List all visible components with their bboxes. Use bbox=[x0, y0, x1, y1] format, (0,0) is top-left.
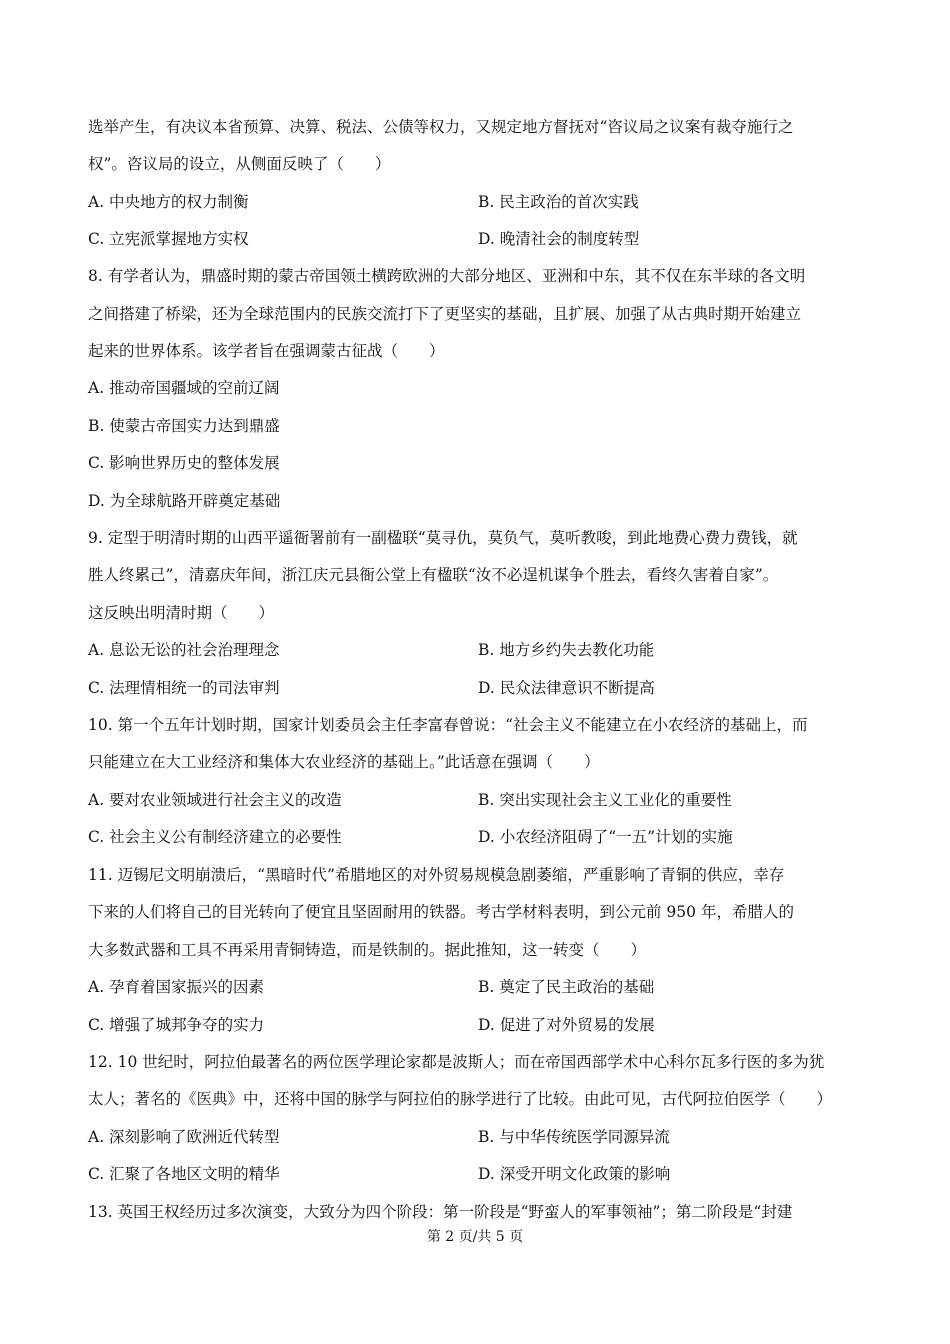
question-9-option-c: C. 法理情相统一的司法审判 bbox=[88, 679, 280, 697]
question-8-option-d: D. 为全球航路开辟奠定基础 bbox=[88, 492, 281, 510]
question-9-text-line: 胜人终累己”，清嘉庆年间，浙江庆元县衙公堂上有楹联“汝不必逞机谋争个胜去，看终久害着自家”。 bbox=[88, 566, 779, 584]
question-12-text-line: 12. 10 世纪时，阿拉伯最著名的两位医学理论家都是波斯人；而在帝国西部学术中心科尔瓦多行医的多为犹 bbox=[88, 1053, 825, 1071]
question-11-text-line: 大多数武器和工具不再采用青铜铸造，而是铁制的。据此推知，这一转变（ ） bbox=[88, 941, 647, 959]
question-10-option-b: B. 突出实现社会主义工业化的重要性 bbox=[478, 791, 732, 809]
question-9-text-line: 这反映出明清时期（ ） bbox=[88, 604, 275, 622]
question-10-text-line: 10. 第一个五年计划时期，国家计划委员会主任李富春曾说：“社会主义不能建立在小农经济的基础上，而 bbox=[88, 716, 808, 734]
question-13-text-line: 13. 英国王权经历过多次演变，大致分为四个阶段：第一阶段是“野蛮人的军事领袖”；第二阶段是“封建 bbox=[88, 1203, 793, 1221]
question-9-option-d: D. 民众法律意识不断提高 bbox=[478, 679, 655, 697]
question-10-option-a: A. 要对农业领域进行社会主义的改造 bbox=[88, 791, 342, 809]
question-7-option-d: D. 晚清社会的制度转型 bbox=[478, 230, 640, 248]
page-number: 第 2 页/共 5 页 bbox=[426, 1229, 524, 1245]
question-11-option-a: A. 孕育着国家振兴的因素 bbox=[88, 978, 265, 996]
question-8-option-a: A. 推动帝国疆域的空前辽阔 bbox=[88, 379, 280, 397]
question-9-text-line: 9. 定型于明清时期的山西平遥衙署前有一副楹联“莫寻仇，莫负气，莫听教唆，到此地费心费力费钱，就 bbox=[88, 529, 798, 547]
question-10-text-line: 只能建立在大工业经济和集体大农业经济的基础上。”此话意在强调（ ） bbox=[88, 753, 600, 771]
question-11-option-b: B. 奠定了民主政治的基础 bbox=[478, 978, 655, 996]
question-7-text-line: 权”。咨议局的设立，从侧面反映了（ ） bbox=[88, 155, 391, 173]
question-12-text-line: 太人；著名的《医典》中，还将中国的脉学与阿拉伯的脉学进行了比较。由此可见，古代阿拉伯医学（ ） bbox=[88, 1090, 833, 1108]
question-11-option-c: C. 增强了城邦争夺的实力 bbox=[88, 1016, 265, 1034]
question-10-option-c: C. 社会主义公有制经济建立的必要性 bbox=[88, 828, 342, 846]
question-7-option-b: B. 民主政治的首次实践 bbox=[478, 193, 639, 211]
question-8-option-c: C. 影响世界历史的整体发展 bbox=[88, 454, 280, 472]
question-9-option-b: B. 地方乡约失去教化功能 bbox=[478, 641, 655, 659]
question-12-option-b: B. 与中华传统医学同源异流 bbox=[478, 1128, 670, 1146]
question-8-text-line: 之间搭建了桥梁，还为全球范围内的民族交流打下了更坚实的基础，且扩展、加强了从古典时期开始建立 bbox=[88, 305, 802, 323]
question-8-text-line: 8. 有学者认为，鼎盛时期的蒙古帝国领土横跨欧洲的大部分地区、亚洲和中东，其不仅在东半球的各文明 bbox=[88, 267, 806, 285]
question-11-text-line: 11. 迈锡尼文明崩溃后，“黑暗时代”希腊地区的对外贸易规模急剧萎缩，严重影响了青铜的供应，幸存 bbox=[88, 866, 785, 884]
question-12-option-a: A. 深刻影响了欧洲近代转型 bbox=[88, 1128, 280, 1146]
question-11-text-line: 下来的人们将自己的目光转向了便宜且坚固耐用的铁器。考古学材料表明，到公元前 950 年，希腊人的 bbox=[88, 903, 794, 921]
question-12-option-d: D. 深受开明文化政策的影响 bbox=[478, 1165, 671, 1183]
question-7-text-line: 选举产生，有决议本省预算、决算、税法、公债等权力，又规定地方督抚对“咨议局之议案有裁夺施行之 bbox=[88, 118, 794, 136]
question-8-text-line: 起来的世界体系。该学者旨在强调蒙古征战（ ） bbox=[88, 342, 445, 360]
question-12-option-c: C. 汇聚了各地区文明的精华 bbox=[88, 1165, 280, 1183]
question-7-option-a: A. 中央地方的权力制衡 bbox=[88, 193, 249, 211]
question-8-option-b: B. 使蒙古帝国实力达到鼎盛 bbox=[88, 417, 280, 435]
question-10-option-d: D. 小农经济阻碍了“一五”计划的实施 bbox=[478, 828, 733, 846]
question-11-option-d: D. 促进了对外贸易的发展 bbox=[478, 1016, 655, 1034]
question-7-option-c: C. 立宪派掌握地方实权 bbox=[88, 230, 249, 248]
question-9-option-a: A. 息讼无讼的社会治理理念 bbox=[88, 641, 280, 659]
